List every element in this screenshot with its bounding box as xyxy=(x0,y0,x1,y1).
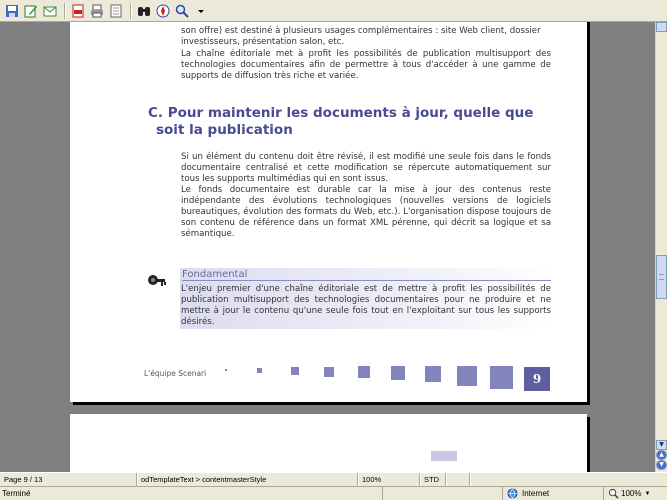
save-icon xyxy=(5,4,19,18)
magnifier-icon xyxy=(175,4,189,18)
find-button[interactable] xyxy=(135,2,153,20)
next-document-page xyxy=(70,414,587,472)
status-cell xyxy=(470,473,667,486)
paragraph-top xyxy=(181,26,551,48)
footer-square xyxy=(257,368,262,373)
paragraph-line: investisseurs, présentation salon, etc. xyxy=(181,37,345,47)
zone-label: Internet xyxy=(522,489,550,498)
browser-zoom-label: 100% xyxy=(621,489,642,498)
chevron-down-icon: ▼ xyxy=(644,490,651,497)
document-viewport[interactable] xyxy=(0,22,655,472)
footer-square xyxy=(225,369,227,371)
edit-button[interactable] xyxy=(22,2,40,20)
page-setup-button[interactable] xyxy=(107,2,125,20)
footer-square xyxy=(391,366,405,380)
style-indicator: odTemplateText > contentmasterStyle xyxy=(137,473,358,486)
footer-square xyxy=(324,367,334,377)
zoom-dropdown[interactable] xyxy=(192,2,210,20)
scroll-top-button[interactable] xyxy=(656,22,667,32)
email-button[interactable] xyxy=(41,2,59,20)
heading-line: soit la publication xyxy=(156,122,293,138)
footer-square xyxy=(425,366,441,382)
scroll-down-button[interactable]: ▼ xyxy=(656,440,667,450)
navigate-button[interactable] xyxy=(154,2,172,20)
paragraph-revision: Si un élément du contenu doit être révisé, il est modifié une seule fois dans le fonds documentaire centralisé et cette modification se répercute automatiquement sur tous les supports multimédias qui en sont issus. xyxy=(181,152,551,184)
email-icon xyxy=(43,4,57,18)
globe-icon xyxy=(507,488,518,499)
security-zone[interactable] xyxy=(502,487,603,500)
toolbar-separator xyxy=(64,3,65,19)
footer-square xyxy=(358,366,370,378)
export-pdf-button[interactable] xyxy=(69,2,87,20)
next-page-button[interactable]: ▼ xyxy=(656,460,667,470)
footer-author: L'équipe Scenari xyxy=(144,369,207,378)
save-button[interactable] xyxy=(3,2,21,20)
page-number: 9 xyxy=(524,367,550,391)
binoculars-icon xyxy=(137,4,151,18)
toolbar xyxy=(0,0,667,22)
previous-page-button[interactable]: ▲ xyxy=(656,450,667,460)
key-icon xyxy=(146,272,166,290)
heading-line: C. Pour maintenir les documents à jour, quelle que xyxy=(148,105,534,121)
fondamental-text: L'enjeu premier d'une chaîne éditoriale est de mettre à profit les possibilités de publication multisupport des technologies documentaires pour ne produire et ne mettre à jour le contenu qu'une seule fois tout en l'exploitant sur tous les supports désirés. xyxy=(181,284,551,327)
footer-square xyxy=(291,367,299,375)
browser-status-bar xyxy=(0,486,667,500)
browser-status-text: Terminé xyxy=(2,489,31,498)
pdf-icon xyxy=(71,4,85,18)
footer-square xyxy=(457,366,477,386)
zoom-indicator: 100% xyxy=(358,473,420,486)
compass-icon xyxy=(156,4,170,18)
status-cell xyxy=(446,473,470,486)
paragraph-fonds: Le fonds documentaire est durable car la mise à jour des contenus reste indépendante des évolutions technologiques (nouvelles versions de logiciels bureautiques, évolution des formats du Web, etc.). L'organisation dispose toujours de son contenu de référence dans un format XML pérenne, qui décrit sa logique et sa sémantique. xyxy=(181,185,551,239)
zoom-button[interactable] xyxy=(173,2,191,20)
vertical-scrollbar[interactable] xyxy=(655,22,667,472)
print-button[interactable] xyxy=(88,2,106,20)
footer-square xyxy=(490,366,513,389)
page-indicator: Page 9 / 13 xyxy=(0,473,137,486)
browser-zoom[interactable] xyxy=(603,487,667,500)
toolbar-separator xyxy=(130,3,131,19)
print-icon xyxy=(90,4,104,18)
document-page xyxy=(70,22,587,402)
app-status-bar xyxy=(0,472,667,486)
edit-icon xyxy=(24,4,38,18)
scroll-thumb[interactable] xyxy=(656,255,667,299)
status-cell xyxy=(382,487,502,500)
scroll-grip xyxy=(659,274,664,280)
header-square xyxy=(431,451,457,461)
page-setup-icon xyxy=(109,4,123,18)
chevron-down-icon xyxy=(194,4,208,18)
fondamental-title: Fondamental xyxy=(182,268,551,281)
paragraph-line: son offre) est destiné à plusieurs usages complémentaires : site Web client, dossier xyxy=(181,26,541,36)
paragraph-multisupport: La chaîne éditoriale met à profit les possibilités de publication multisupport des technologies documentaires afin de permettre à tous d'accéder à une gamme de supports de diffusion très riche et variée. xyxy=(181,49,551,81)
mode-indicator: STD xyxy=(420,473,446,486)
magnifier-icon xyxy=(608,488,619,499)
section-heading xyxy=(148,105,538,139)
